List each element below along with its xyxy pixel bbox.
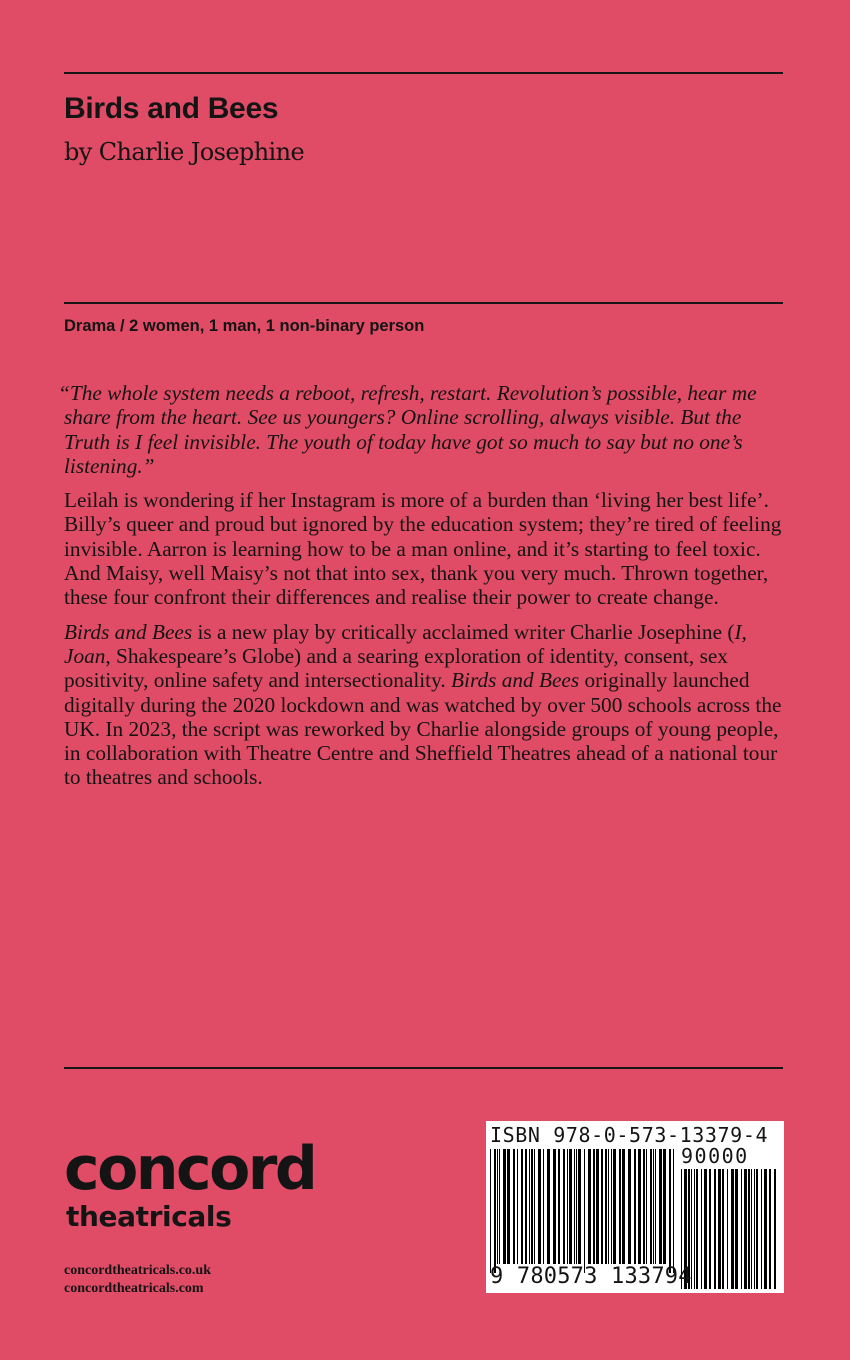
logo-wordmark-sub: theatricals bbox=[66, 1200, 232, 1233]
bottom-rule bbox=[64, 1067, 783, 1069]
work-title-italic: I, Joan bbox=[64, 619, 747, 668]
about-text-3: originally launched digitally during the 2020 lockdown and was watched by over 500 schools across the UK. In 2023, the script was reworked by Charlie alongside groups of young people, in collaboration with Theatre Centre and Sheffield Theatres ahead of a national tour to theatres and schools. bbox=[64, 668, 782, 790]
genre-cast-line: Drama / 2 women, 1 man, 1 non-binary person bbox=[64, 317, 425, 335]
isbn-label: ISBN 978-0-573-13379-4 bbox=[490, 1123, 769, 1147]
ean-number: 9 780573 133794 bbox=[490, 1264, 692, 1289]
about-paragraph bbox=[64, 620, 786, 790]
publisher-urls bbox=[64, 1262, 211, 1298]
synopsis-paragraph: Leilah is wondering if her Instagram is more of a burden than ‘living her best life’. Billy’s queer and proud but ignored by the education system; they’re tired of feeling invisible. Aarron is learning how to be a man online, and it’s starting to feel toxic. And Maisy, well Maisy’s not that into sex, thank you very much. Thrown together, these four confront their differences and realise their power to create change. bbox=[64, 488, 782, 610]
isbn-barcode bbox=[486, 1121, 784, 1293]
barcode-bars-addon bbox=[681, 1121, 781, 1293]
book-author: by Charlie Josephine bbox=[64, 138, 305, 166]
play-title-italic-2: Birds and Bees bbox=[451, 668, 580, 693]
blurb bbox=[58, 381, 786, 800]
middle-rule bbox=[64, 302, 783, 304]
book-title: Birds and Bees bbox=[64, 92, 279, 125]
pull-quote: “The whole system needs a reboot, refresh, restart. Revolution’s possible, hear me share from the heart. See us youngers? Online scrolling, always visible. But the Truth is I feel invisible. The youth of today have got so much to say but no one’s listening.” bbox=[58, 381, 757, 478]
url-com-link[interactable]: concordtheatricals.com bbox=[64, 1281, 204, 1296]
url-uk-link[interactable]: concordtheatricals.co.uk bbox=[64, 1263, 211, 1278]
publisher-logo bbox=[64, 1133, 315, 1232]
addon-price: 90000 bbox=[681, 1144, 749, 1168]
play-title-italic: Birds and Bees bbox=[64, 619, 193, 644]
logo-wordmark-main: concord bbox=[64, 1134, 316, 1204]
about-text-1: is a new play by critically acclaimed writer Charlie Josephine ( bbox=[192, 619, 735, 644]
about-text-2: , Shakespeare’s Globe) and a searing exploration of identity, consent, sex positivity, online safety and intersectionality. bbox=[64, 643, 728, 693]
top-rule bbox=[64, 72, 783, 74]
